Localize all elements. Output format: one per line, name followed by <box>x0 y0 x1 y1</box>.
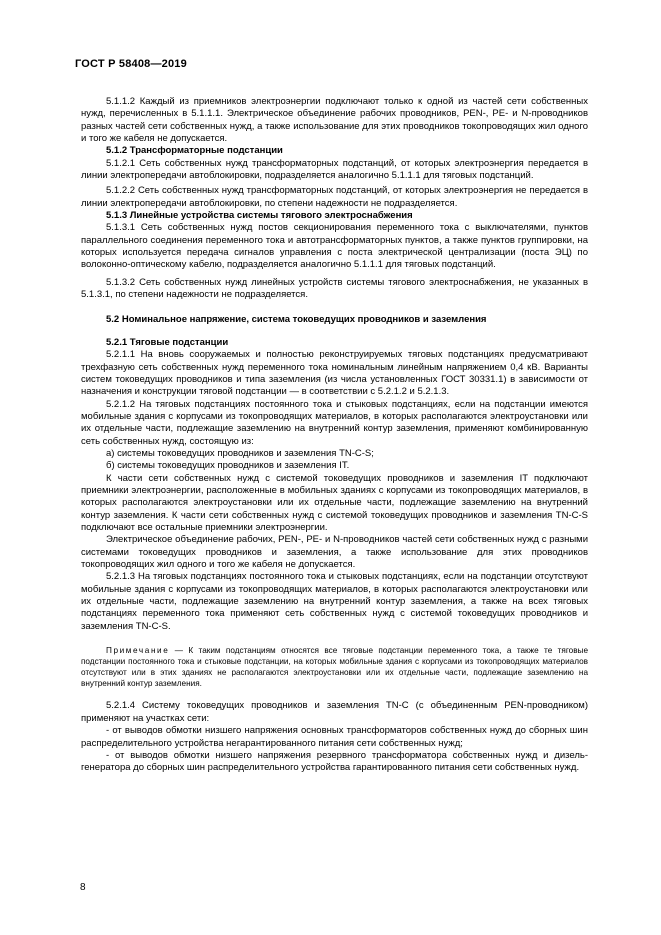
paragraph-5-1-1-2: 5.1.1.2 Каждый из приемников электроэнергии подключают только к одной из частей сети собственных нужд, перечисленных в 5.1.1.1. Электрическое объединение рабочих проводников, PEN-, PE- и N-проводников разных частей сети собственных нужд, а также использование для этих проводников токопроводящих жил одного и того же кабеля не допускается. <box>81 96 588 145</box>
section-heading-5-2-1: 5.2.1 Тяговые подстанции <box>106 336 229 348</box>
paragraph-5-2-1-1: 5.2.1.1 На вновь сооружаемых и полностью реконструируемых тяговых подстанциях предусматривают трехфазную сеть собственных нужд переменного тока номинальным линейным напряжением 0,4 кВ. Варианты систем токоведущих проводников и типа заземления (из числа установленных ГОСТ 30331.1) в зависимости от назначения и конструкции тяговой подстанции — в соответствии с 5.2.1.2 и 5.2.1.3. <box>81 349 588 398</box>
document-body <box>81 96 588 775</box>
paragraph-electrical-union: Электрическое объединение рабочих, PEN-, PE- и N-проводников частей сети собственных нужд с разными системами токоведущих проводников и заземления, а также использование для этих проводников токопроводящих жил одного и того же кабеля не допускается. <box>81 534 588 571</box>
paragraph-it-part: К части сети собственных нужд с системой токоведущих проводников и заземления IT подключают приемники электроэнергии, расположенные в мобильных зданиях с корпусами из токопроводящих материалов, в которых располагаются электроустановки или их отдельные части, подлежащие заземлению на внутренний контур заземления. К части сети собственных нужд с системой токоведущих проводников и заземления TN-C-S подключают все остальные приемники электроэнергии. <box>81 472 588 533</box>
note <box>81 645 588 689</box>
paragraph-5-1-3-1: 5.1.3.1 Сеть собственных нужд постов секционирования переменного тока с выключателями, пунктов параллельного соединения переменного тока и автотрансформаторных пунктов, а также пунктов группировки, на которых используется передача сигналов управления с поста электрической централизации (поста ЭЦ) по волоконно-оптическому кабелю, подразделяется аналогично 5.1.1.1 для тяговых подстанций. <box>81 222 588 271</box>
document-header: ГОСТ Р 58408—2019 <box>75 58 187 70</box>
note-text: — К таким подстанциям относятся все тяговые подстанции переменного тока, а также те тяговые подстанции постоянного тока и стыковые подстанции, на которых мобильные здания с корпусами из токопроводящих материалов отсутствуют или в этих зданиях не располагаются электроустановки или их отдельные части, подлежащие заземлению на внутренний контур заземления. <box>81 646 588 689</box>
note-label: Примечание <box>106 646 170 656</box>
section-heading-5-1-2: 5.1.2 Трансформаторные подстанции <box>106 145 283 157</box>
list-item-b: б) системы токоведущих проводников и заземления IT. <box>106 460 350 472</box>
list-item-dash-1: - от выводов обмотки низшего напряжения основных трансформаторов собственных нужд до сборных шин распределительного устройства негарантированного питания сети собственных нужд; <box>81 725 588 749</box>
page-number: 8 <box>80 882 86 893</box>
paragraph-5-1-3-2: 5.1.3.2 Сеть собственных нужд линейных устройств системы тягового электроснабжения, не указанных в 5.1.3.1, по степени надежности не подразделяется. <box>81 276 588 301</box>
list-item-a: а) системы токоведущих проводников и заземления TN-C-S; <box>106 447 374 459</box>
paragraph-5-1-2-1: 5.1.2.1 Сеть собственных нужд трансформаторных подстанций, от которых электроэнергия передается в линии электропередачи автоблокировки, подразделяется аналогично 5.1.1.1 для тяговых подстанций. <box>81 157 588 182</box>
paragraph-5-2-1-3: 5.2.1.3 На тяговых подстанциях постоянного тока и стыковых подстанциях, если на подстанции отсутствуют мобильные здания с корпусами из токопроводящих материалов, в которых располагаются электроустановки или их отдельные части, подлежащие заземлению на внутренний контур заземления, а также на всех тяговых подстанциях переменного тока применяют сеть собственных нужд с системой токоведущих проводников и заземления TN-C-S. <box>81 571 588 632</box>
paragraph-5-2-1-2: 5.2.1.2 На тяговых подстанциях постоянного тока и стыковых подстанциях, если на подстанции имеются мобильные здания с корпусами из токопроводящих материалов, в которых располагаются электроустановки или их отдельные части, подлежащие заземлению на внутренний контур заземления, применяют комбинированную сеть собственных нужд, состоящую из: <box>81 398 588 447</box>
section-heading-5-1-3: 5.1.3 Линейные устройства системы тягового электроснабжения <box>106 210 413 222</box>
list-item-dash-2: - от выводов обмотки низшего напряжения резервного трансформатора собственных нужд и дизель-генератора до сборных шин распределительного устройства гарантированного питания сети собственных нужд. <box>81 749 588 774</box>
section-heading-5-2: 5.2 Номинальное напряжение, система токоведущих проводников и заземления <box>106 313 487 325</box>
paragraph-5-1-2-2: 5.1.2.2 Сеть собственных нужд трансформаторных подстанций, от которых электроэнергия не передается в линии электропередачи автоблокировки, по степени надежности не подразделяется. <box>81 185 588 209</box>
paragraph-5-2-1-4: 5.2.1.4 Систему токоведущих проводников и заземления TN-C (с объединенным PEN-проводником) применяют на участках сети: <box>81 700 588 724</box>
